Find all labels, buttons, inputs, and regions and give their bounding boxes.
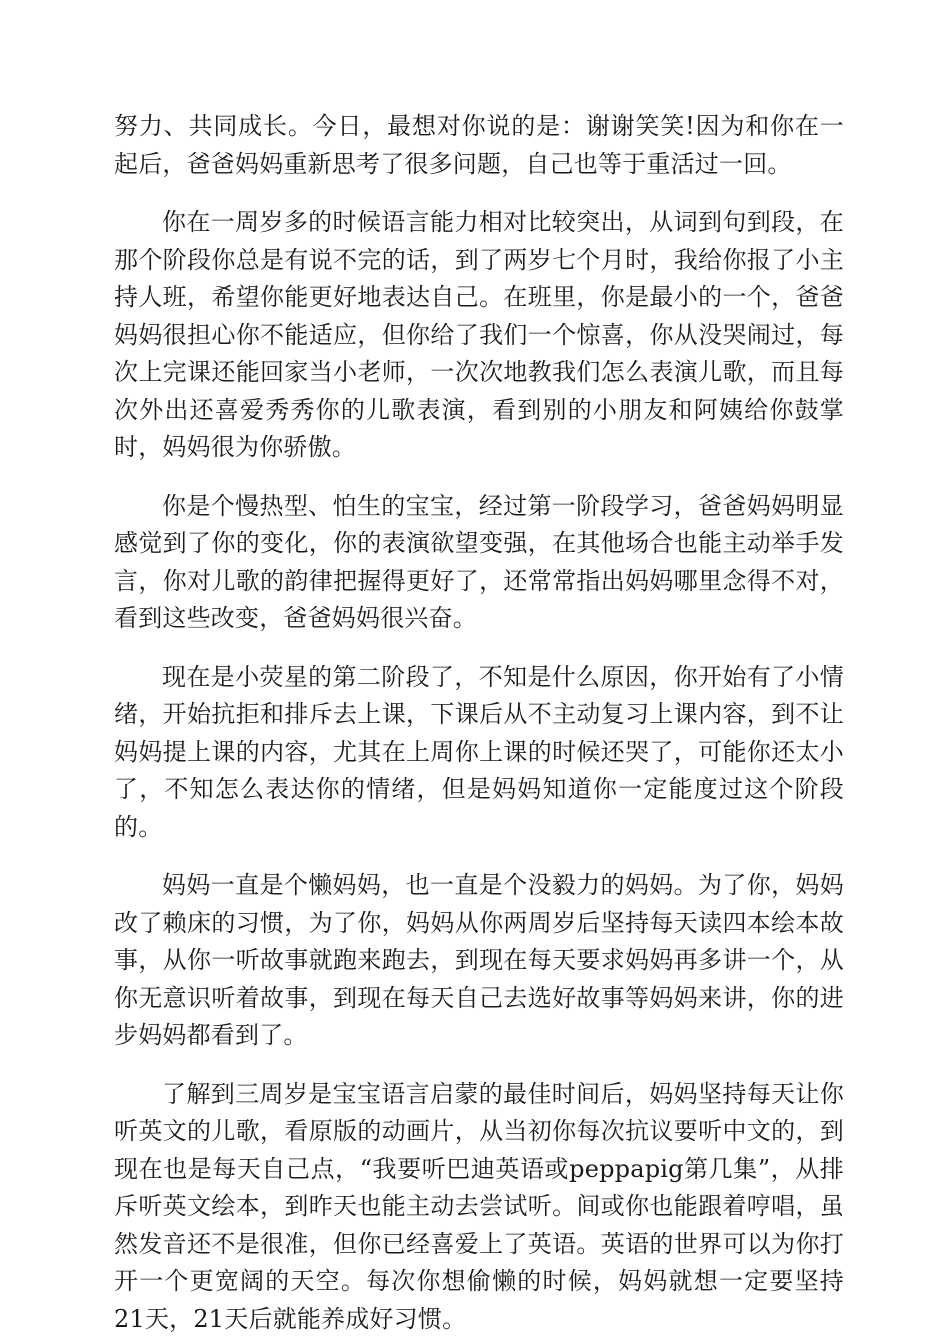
document-page xyxy=(114,108,844,1338)
paragraph-gap xyxy=(114,467,844,488)
paragraph-gap xyxy=(114,1055,844,1076)
paragraph-gap xyxy=(114,638,844,659)
paragraph-gap xyxy=(114,183,844,204)
paragraph-3: 你是个慢热型、怕生的宝宝，经过第一阶段学习，爸爸妈妈明显感觉到了你的变化，你的表演欲望变强，在其他场合也能主动举手发言，你对儿歌的韵律把握得更好了，还常常指出妈妈哪里念得不对，看到这些改变，爸爸妈妈很兴奋。 xyxy=(114,491,844,632)
paragraph-4: 现在是小荧星的第二阶段了，不知是什么原因，你开始有了小情绪，开始抗拒和排斥去上课，下课后从不主动复习上课内容，到不让妈妈提上课的内容，尤其在上周你上课的时候还哭了，可能你还太小了，不知怎么表达你的情绪，但是妈妈知道你一定能度过这个阶段的。 xyxy=(114,662,844,841)
paragraph-1: 努力、共同成长。今日，最想对你说的是：谢谢笑笑!因为和你在一起后，爸爸妈妈重新思考了很多问题，自己也等于重活过一回。 xyxy=(114,112,844,178)
paragraph-5: 妈妈一直是个懒妈妈，也一直是个没毅力的妈妈。为了你，妈妈改了赖床的习惯，为了你，妈妈从你两周岁后坚持每天读四本绘本故事，从你一听故事就跑来跑去，到现在每天要求妈妈再多讲一个，从你无意识听着故事，到现在每天自己去选好故事等妈妈来讲，你的进步妈妈都看到了。 xyxy=(114,871,844,1049)
paragraph-gap xyxy=(114,846,844,867)
paragraph-6: 了解到三周岁是宝宝语言启蒙的最佳时间后，妈妈坚持每天让你听英文的儿歌，看原版的动画片，从当初你每次抗议要听中文的，到现在也是每天自己点，“我要听巴迪英语或peppapig第几集”，从排斥听英文绘本，到昨天也能主动去尝试听。间或你也能跟着哼唱，虽然发音还不是很准，但你已经喜爱上了英语。英语的世界可以为你打开一个更宽阔的天空。每次你想偷懒的时候，妈妈就想一定要坚持21天，21天后就能养成好习惯。 xyxy=(114,1079,844,1333)
paragraph-2: 你在一周岁多的时候语言能力相对比较突出，从词到句到段，在那个阶段你总是有说不完的话，到了两岁七个月时，我给你报了小主持人班，希望你能更好地表达自己。在班里，你是最小的一个，爸爸妈妈很担心你不能适应，但你给了我们一个惊喜，你从没哭闹过，每次上完课还能回家当小老师，一次次地教我们怎么表演儿歌，而且每次外出还喜爱秀秀你的儿歌表演，看到别的小朋友和阿姨给你鼓掌时，妈妈很为你骄傲。 xyxy=(114,208,844,461)
